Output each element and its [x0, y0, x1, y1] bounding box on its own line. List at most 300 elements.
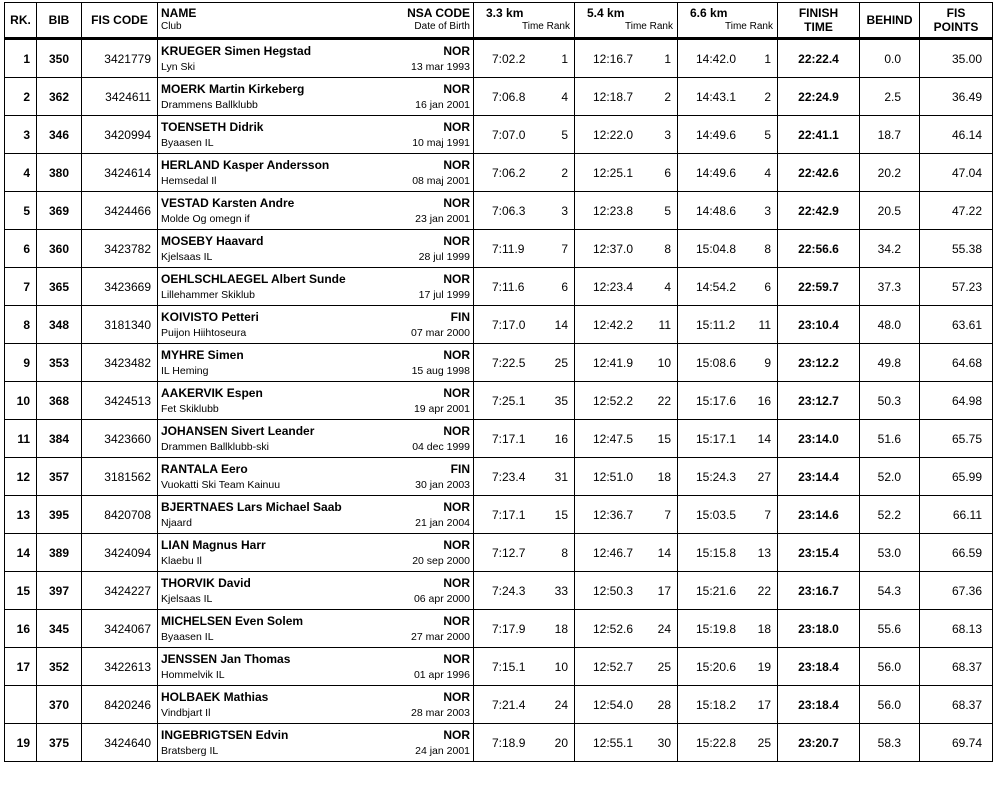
split-1-rank: 7	[561, 241, 568, 256]
athlete-dob: 28 jul 1999	[418, 250, 470, 263]
split-1-rank: 15	[554, 507, 568, 522]
finish-time-cell: 23:12.2	[778, 344, 860, 382]
finish-time-cell: 23:10.4	[778, 306, 860, 344]
split-1-cell	[474, 230, 575, 268]
split-2-rank: 18	[657, 469, 671, 484]
table-row	[5, 724, 993, 762]
header-fis-line1: FIS	[946, 6, 966, 20]
athlete-name: OEHLSCHLAEGEL Albert Sunde	[161, 271, 346, 286]
split-2-rank: 5	[664, 203, 671, 218]
bib-cell: 346	[37, 116, 82, 154]
split-2-time: 12:52.7	[593, 659, 634, 674]
split-2-time: 12:52.2	[593, 393, 634, 408]
finish-time-cell: 23:20.7	[778, 724, 860, 762]
athlete-name: JOHANSEN Sivert Leander	[161, 423, 315, 438]
split-1-time: 7:11.9	[492, 241, 525, 256]
split-1-rank: 3	[561, 203, 568, 218]
split-2-cell	[575, 572, 678, 610]
header-club: Club	[161, 21, 182, 32]
fis-code-cell: 3422613	[82, 648, 158, 686]
split-1-rank: 5	[561, 127, 568, 142]
split-1-time: 7:24.3	[492, 583, 526, 598]
athlete-name: THORVIK David	[161, 575, 251, 590]
table-row	[5, 306, 993, 344]
athlete-cell	[158, 268, 474, 306]
fis-code-cell: 3424466	[82, 192, 158, 230]
split-2-cell	[575, 724, 678, 762]
athlete-club: Lyn Ski	[161, 60, 196, 73]
athlete-club: Vuokatti Ski Team Kainuu	[161, 478, 281, 491]
header-fis-line2: POINTS	[933, 20, 979, 34]
split-3-time: 14:49.6	[696, 127, 737, 142]
athlete-nsa: NOR	[443, 81, 470, 96]
athlete-club: Vindbjart Il	[161, 706, 211, 719]
athlete-cell	[158, 344, 474, 382]
split-2-rank: 25	[657, 659, 671, 674]
fis-points-cell: 66.59	[920, 534, 993, 572]
split-3-time: 15:08.6	[696, 355, 737, 370]
split-2-cell	[575, 116, 678, 154]
athlete-name: HERLAND Kasper Andersson	[161, 157, 330, 172]
header-athlete	[158, 3, 474, 39]
table-row	[5, 116, 993, 154]
fis-code-cell: 3424611	[82, 78, 158, 116]
split-1-cell	[474, 724, 575, 762]
bib-cell: 345	[37, 610, 82, 648]
bib-cell: 369	[37, 192, 82, 230]
split-2-cell	[575, 420, 678, 458]
split-3-cell	[678, 420, 778, 458]
split-1-cell	[474, 268, 575, 306]
split-1-cell	[474, 192, 575, 230]
athlete-club: Njaard	[161, 516, 192, 529]
athlete-club: IL Heming	[161, 364, 209, 377]
split-3-time: 15:04.8	[696, 241, 737, 256]
split-3-time: 14:48.6	[696, 203, 737, 218]
athlete-cell	[158, 78, 474, 116]
athlete-name: JENSSEN Jan Thomas	[161, 651, 291, 666]
split-2-cell	[575, 154, 678, 192]
athlete-nsa: NOR	[443, 499, 470, 514]
split-1-time: 7:06.3	[492, 203, 526, 218]
behind-cell: 18.7	[860, 116, 920, 154]
split-3-rank: 11	[758, 317, 771, 332]
split-1-cell	[474, 572, 575, 610]
bib-cell: 375	[37, 724, 82, 762]
finish-time-cell: 22:42.6	[778, 154, 860, 192]
athlete-dob: 13 mar 1993	[411, 60, 470, 73]
finish-time-cell: 22:41.1	[778, 116, 860, 154]
rank-cell: 12	[5, 458, 37, 496]
fis-code-cell: 3181340	[82, 306, 158, 344]
athlete-name: RANTALA Eero	[161, 461, 248, 476]
split-2-rank: 22	[657, 393, 671, 408]
split-3-cell	[678, 534, 778, 572]
athlete-dob: 06 apr 2000	[413, 592, 470, 605]
athlete-nsa: NOR	[443, 157, 470, 172]
split-1-time: 7:17.0	[492, 317, 526, 332]
header-split-1-sub: Time Rank	[522, 21, 570, 32]
athlete-nsa: NOR	[443, 423, 470, 438]
split-3-time: 15:03.5	[696, 507, 737, 522]
behind-cell: 58.3	[860, 724, 920, 762]
split-1-rank: 18	[554, 621, 568, 636]
fis-points-cell: 68.37	[920, 686, 993, 724]
split-1-rank: 4	[561, 89, 568, 104]
split-2-time: 12:52.6	[593, 621, 634, 636]
split-3-cell	[678, 268, 778, 306]
fis-code-cell: 3424227	[82, 572, 158, 610]
fis-points-cell: 47.22	[920, 192, 993, 230]
split-3-rank: 27	[757, 469, 771, 484]
split-1-time: 7:11.6	[492, 279, 525, 294]
athlete-name: BJERTNAES Lars Michael Saab	[161, 499, 342, 514]
finish-time-cell: 23:14.6	[778, 496, 860, 534]
split-2-time: 12:50.3	[593, 583, 634, 598]
split-3-cell	[678, 610, 778, 648]
athlete-cell	[158, 420, 474, 458]
table-row	[5, 458, 993, 496]
split-3-cell	[678, 306, 778, 344]
split-2-cell	[575, 230, 678, 268]
split-2-cell	[575, 268, 678, 306]
athlete-name: KOIVISTO Petteri	[161, 309, 259, 324]
split-1-rank: 25	[554, 355, 568, 370]
split-2-cell	[575, 192, 678, 230]
split-1-rank: 6	[561, 279, 568, 294]
table-row	[5, 192, 993, 230]
header-split-2	[575, 3, 678, 39]
rank-cell: 11	[5, 420, 37, 458]
rank-cell: 6	[5, 230, 37, 268]
split-2-time: 12:23.8	[593, 203, 634, 218]
split-1-rank: 35	[554, 393, 568, 408]
behind-cell: 56.0	[860, 648, 920, 686]
split-2-cell	[575, 534, 678, 572]
athlete-cell	[158, 724, 474, 762]
split-2-rank: 6	[664, 165, 671, 180]
split-3-cell	[678, 344, 778, 382]
athlete-cell	[158, 648, 474, 686]
fis-points-cell: 65.75	[920, 420, 993, 458]
fis-code-cell: 3423660	[82, 420, 158, 458]
header-split-3-sub: Time Rank	[725, 21, 773, 32]
header-split-1	[474, 3, 575, 39]
split-3-rank: 22	[757, 583, 771, 598]
split-3-time: 14:42.0	[696, 51, 737, 66]
fis-code-cell: 3424614	[82, 154, 158, 192]
behind-cell: 20.2	[860, 154, 920, 192]
header-behind: BEHIND	[860, 3, 920, 39]
split-1-time: 7:18.9	[492, 735, 526, 750]
finish-time-cell: 23:16.7	[778, 572, 860, 610]
split-1-time: 7:12.7	[492, 545, 526, 560]
split-2-cell	[575, 78, 678, 116]
finish-time-cell: 23:14.0	[778, 420, 860, 458]
athlete-cell	[158, 572, 474, 610]
athlete-name: LIAN Magnus Harr	[161, 537, 266, 552]
fis-code-cell: 8420246	[82, 686, 158, 724]
athlete-cell	[158, 192, 474, 230]
split-2-time: 12:41.9	[593, 355, 634, 370]
bib-cell: 368	[37, 382, 82, 420]
split-3-rank: 3	[764, 203, 771, 218]
header-rank: RK.	[5, 3, 37, 39]
athlete-nsa: NOR	[443, 727, 470, 742]
athlete-name: MOSEBY Haavard	[161, 233, 264, 248]
split-1-rank: 31	[554, 469, 568, 484]
split-3-time: 14:43.1	[696, 89, 737, 104]
athlete-nsa: NOR	[443, 271, 470, 286]
rank-cell: 1	[5, 39, 37, 78]
split-1-time: 7:22.5	[492, 355, 526, 370]
split-2-rank: 24	[657, 621, 671, 636]
split-3-cell	[678, 382, 778, 420]
athlete-cell	[158, 154, 474, 192]
bib-cell: 350	[37, 39, 82, 78]
split-2-time: 12:47.5	[593, 431, 634, 446]
athlete-nsa: NOR	[443, 537, 470, 552]
split-3-rank: 9	[764, 355, 771, 370]
athlete-nsa: NOR	[443, 347, 470, 362]
split-1-time: 7:06.2	[492, 165, 526, 180]
header-finish-time	[778, 3, 860, 39]
fis-code-cell: 3423669	[82, 268, 158, 306]
table-row	[5, 420, 993, 458]
split-2-rank: 4	[664, 279, 671, 294]
athlete-dob: 24 jan 2001	[415, 744, 470, 757]
fis-points-cell: 68.13	[920, 610, 993, 648]
split-2-rank: 7	[664, 507, 671, 522]
rank-cell: 4	[5, 154, 37, 192]
split-2-rank: 30	[657, 735, 671, 750]
rank-cell: 15	[5, 572, 37, 610]
split-2-time: 12:54.0	[593, 697, 634, 712]
fis-code-cell: 3424067	[82, 610, 158, 648]
split-1-cell	[474, 78, 575, 116]
bib-cell: 370	[37, 686, 82, 724]
split-1-cell	[474, 116, 575, 154]
athlete-name: HOLBAEK Mathias	[161, 689, 269, 704]
behind-cell: 52.0	[860, 458, 920, 496]
table-row	[5, 496, 993, 534]
athlete-name: INGEBRIGTSEN Edvin	[161, 727, 289, 742]
bib-cell: 348	[37, 306, 82, 344]
athlete-dob: 30 jan 2003	[415, 478, 470, 491]
split-3-time: 15:22.8	[696, 735, 737, 750]
athlete-name: AAKERVIK Espen	[161, 385, 263, 400]
athlete-cell	[158, 686, 474, 724]
split-2-cell	[575, 648, 678, 686]
athlete-cell	[158, 230, 474, 268]
table-row	[5, 534, 993, 572]
fis-points-cell: 66.11	[920, 496, 993, 534]
athlete-club: Byaasen IL	[161, 630, 214, 643]
split-3-time: 15:11.2	[696, 317, 736, 332]
finish-time-cell: 22:59.7	[778, 268, 860, 306]
athlete-club: Kjelsaas IL	[161, 592, 213, 605]
athlete-name: VESTAD Karsten Andre	[161, 195, 295, 210]
fis-points-cell: 46.14	[920, 116, 993, 154]
athlete-dob: 23 jan 2001	[415, 212, 470, 225]
table-body	[5, 39, 993, 762]
header-fis-code: FIS CODE	[82, 3, 158, 39]
split-1-cell	[474, 39, 575, 78]
rank-cell: 13	[5, 496, 37, 534]
split-2-cell	[575, 686, 678, 724]
finish-time-cell: 22:22.4	[778, 39, 860, 78]
behind-cell: 2.5	[860, 78, 920, 116]
behind-cell: 49.8	[860, 344, 920, 382]
athlete-dob: 10 maj 1991	[412, 136, 470, 149]
header-nsa-code: NSA CODE	[407, 6, 470, 20]
finish-time-cell: 23:12.7	[778, 382, 860, 420]
behind-cell: 55.6	[860, 610, 920, 648]
split-3-cell	[678, 572, 778, 610]
bib-cell: 380	[37, 154, 82, 192]
results-table	[4, 2, 993, 762]
split-2-time: 12:22.0	[593, 127, 634, 142]
split-1-rank: 16	[554, 431, 568, 446]
table-row	[5, 648, 993, 686]
athlete-nsa: NOR	[443, 119, 470, 134]
rank-cell: 3	[5, 116, 37, 154]
fis-points-cell: 47.04	[920, 154, 993, 192]
split-1-rank: 8	[561, 545, 568, 560]
behind-cell: 34.2	[860, 230, 920, 268]
athlete-nsa: NOR	[443, 43, 470, 58]
split-3-rank: 19	[757, 659, 771, 674]
fis-code-cell: 3420994	[82, 116, 158, 154]
split-1-time: 7:17.1	[492, 507, 526, 522]
bib-cell: 352	[37, 648, 82, 686]
fis-points-cell: 63.61	[920, 306, 993, 344]
split-3-time: 14:54.2	[696, 279, 737, 294]
split-2-time: 12:18.7	[593, 89, 634, 104]
athlete-dob: 04 dec 1999	[412, 440, 470, 453]
table-row	[5, 610, 993, 648]
athlete-dob: 20 sep 2000	[412, 554, 470, 567]
split-3-cell	[678, 154, 778, 192]
athlete-dob: 28 mar 2003	[411, 706, 470, 719]
fis-code-cell: 8420708	[82, 496, 158, 534]
split-3-time: 15:19.8	[696, 621, 737, 636]
header-split-2-distance: 5.4 km	[587, 6, 625, 20]
athlete-cell	[158, 458, 474, 496]
split-2-time: 12:37.0	[593, 241, 634, 256]
fis-code-cell: 3181562	[82, 458, 158, 496]
split-3-cell	[678, 230, 778, 268]
split-1-cell	[474, 154, 575, 192]
split-1-time: 7:06.8	[492, 89, 526, 104]
split-2-time: 12:46.7	[593, 545, 634, 560]
split-2-rank: 2	[664, 89, 671, 104]
split-1-rank: 1	[561, 51, 568, 66]
split-1-cell	[474, 306, 575, 344]
header-dob: Date of Birth	[414, 21, 470, 32]
rank-cell: 2	[5, 78, 37, 116]
behind-cell: 51.6	[860, 420, 920, 458]
table-row	[5, 382, 993, 420]
split-2-rank: 14	[657, 545, 671, 560]
athlete-dob: 17 jul 1999	[418, 288, 470, 301]
athlete-name: TOENSETH Didrik	[161, 119, 264, 134]
athlete-club: Drammens Ballklubb	[161, 98, 258, 111]
split-3-rank: 17	[757, 697, 771, 712]
fis-code-cell: 3421779	[82, 39, 158, 78]
fis-points-cell: 65.99	[920, 458, 993, 496]
split-3-time: 15:21.6	[696, 583, 737, 598]
athlete-club: Fet Skiklubb	[161, 402, 219, 415]
split-3-cell	[678, 686, 778, 724]
athlete-club: Lillehammer Skiklub	[161, 288, 255, 301]
athlete-dob: 15 aug 1998	[411, 364, 470, 377]
split-2-time: 12:25.1	[593, 165, 634, 180]
athlete-nsa: NOR	[443, 233, 470, 248]
behind-cell: 0.0	[860, 39, 920, 78]
header-split-3-distance: 6.6 km	[690, 6, 728, 20]
header-split-3	[678, 3, 778, 39]
split-2-time: 12:36.7	[593, 507, 634, 522]
table-row	[5, 154, 993, 192]
split-3-time: 14:49.6	[696, 165, 737, 180]
athlete-dob: 01 apr 1996	[413, 668, 470, 681]
header-finish-line2: TIME	[804, 20, 833, 34]
athlete-dob: 08 maj 2001	[412, 174, 470, 187]
bib-cell: 365	[37, 268, 82, 306]
bib-cell: 357	[37, 458, 82, 496]
split-1-cell	[474, 496, 575, 534]
split-2-time: 12:16.7	[593, 51, 634, 66]
rank-cell: 16	[5, 610, 37, 648]
fis-points-cell: 64.98	[920, 382, 993, 420]
rank-cell	[5, 686, 37, 724]
finish-time-cell: 23:18.4	[778, 648, 860, 686]
split-1-rank: 14	[554, 317, 568, 332]
bib-cell: 353	[37, 344, 82, 382]
split-1-time: 7:07.0	[492, 127, 526, 142]
athlete-name: MOERK Martin Kirkeberg	[161, 81, 305, 96]
split-3-cell	[678, 116, 778, 154]
athlete-dob: 16 jan 2001	[415, 98, 470, 111]
bib-cell: 395	[37, 496, 82, 534]
split-2-cell	[575, 458, 678, 496]
split-3-time: 15:15.8	[696, 545, 737, 560]
athlete-cell	[158, 116, 474, 154]
fis-code-cell: 3424513	[82, 382, 158, 420]
behind-cell: 37.3	[860, 268, 920, 306]
athlete-nsa: FIN	[450, 461, 470, 476]
finish-time-cell: 23:18.0	[778, 610, 860, 648]
split-2-rank: 11	[658, 317, 671, 332]
table-header	[5, 3, 993, 39]
split-3-time: 15:18.2	[696, 697, 737, 712]
athlete-nsa: NOR	[443, 195, 470, 210]
athlete-club: Bratsberg IL	[161, 744, 219, 757]
behind-cell: 20.5	[860, 192, 920, 230]
table-row	[5, 344, 993, 382]
fis-points-cell: 67.36	[920, 572, 993, 610]
athlete-dob: 27 mar 2000	[411, 630, 470, 643]
athlete-dob: 19 apr 2001	[413, 402, 470, 415]
athlete-name: MYHRE Simen	[161, 347, 244, 362]
athlete-nsa: NOR	[443, 689, 470, 704]
split-3-cell	[678, 648, 778, 686]
rank-cell: 9	[5, 344, 37, 382]
header-finish-line1: FINISH	[798, 6, 839, 20]
split-3-cell	[678, 458, 778, 496]
athlete-nsa: NOR	[443, 385, 470, 400]
